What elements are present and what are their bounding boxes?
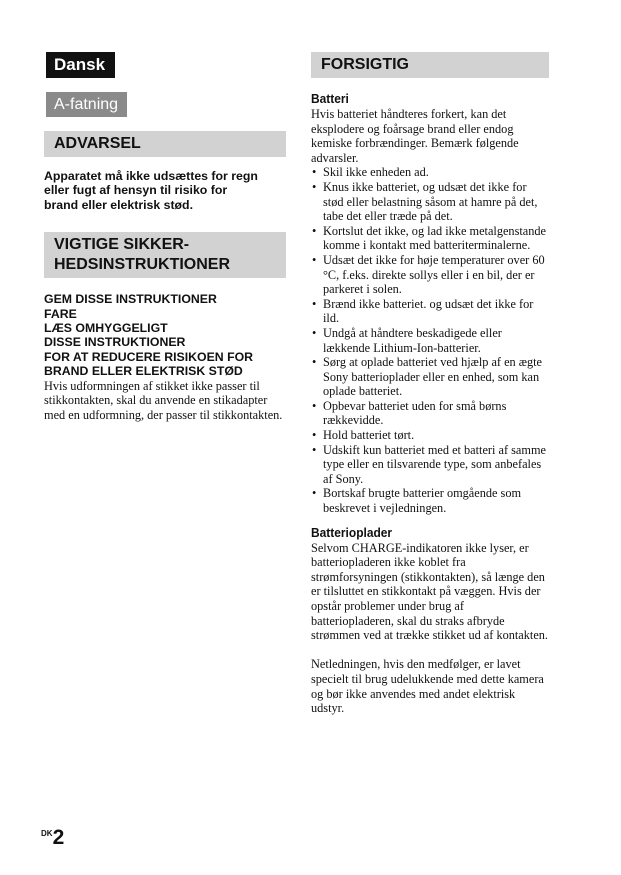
batteri-heading: Batteri	[311, 91, 349, 106]
list-item	[311, 224, 549, 253]
section-subtag: A-fatning	[46, 92, 127, 117]
batteri-intro: Hvis batteriet håndteres forkert, kan det eksplodere og foårsage brand eller endog kemiske forbrændinger. Bemærk følgende advarsler.	[311, 107, 519, 165]
list-item	[311, 253, 549, 297]
battery-warning-list	[311, 165, 549, 515]
bullet-dot: •	[312, 486, 317, 501]
page-prefix: DK	[41, 829, 53, 838]
list-item-text: Sørg at oplade batteriet ved hjælp af en ægte Sony batterioplader eller en enhed, som kan oplade batteriet.	[323, 355, 543, 399]
safety-heading-line2: HEDSINSTRUKTIONER	[54, 256, 231, 274]
list-item-text: Bortskaf brugte batterier omgående som beskrevet i vejledningen.	[323, 486, 522, 516]
right-column	[311, 52, 549, 716]
bullet-dot: •	[312, 442, 317, 457]
list-item	[311, 399, 549, 428]
netledning-text: Netledningen, hvis den medfølger, er lavet specielt til brug udelukkende med dette kamera og bør ikke anvendes med andet elektrisk udstyr.	[311, 657, 544, 716]
list-item	[311, 297, 549, 326]
list-item	[311, 486, 549, 515]
safety-heading	[44, 232, 286, 278]
bullet-dot: •	[312, 398, 317, 413]
bullet-dot: •	[312, 179, 317, 194]
list-item-text: Brænd ikke batteriet. og udsæt det ikke for ild.	[323, 296, 534, 326]
bullet-dot: •	[312, 252, 317, 267]
plug-adapter-text: Hvis udformningen af stikket ikke passer til stikkontakten, skal du anvende en stikadapter med en udformning, der passer til stikkontakten.	[44, 378, 283, 422]
batterioplader-heading: Batterioplader	[311, 524, 393, 540]
list-item-text: Undgå at håndtere beskadigede eller lækkende Lithium-Ion-batterier.	[323, 325, 502, 355]
list-item	[311, 165, 549, 180]
list-item	[311, 326, 549, 355]
bullet-dot: •	[312, 296, 317, 311]
batterioplader-text: Selvom CHARGE-indikatoren ikke lyser, er batteriopladeren ikke koblet fra strømforsyningen (stikkontakten), så længe den er tilsluttet en stikkontakt på væggen. Hvis der opstår problemer under brug af batteriopladeren, skal du straks afbryde strømmen ved at trække stikket ud af kontakten.	[311, 540, 549, 643]
bullet-dot: •	[312, 355, 317, 370]
list-item-text: Hold batteriet tørt.	[323, 428, 415, 443]
bullet-dot: •	[312, 428, 317, 443]
list-item-text: Knus ikke batteriet, og udsæt det ikke for stød eller belastning såsom at hamre på det, tabe det eller træde på det.	[323, 179, 538, 224]
list-item	[311, 180, 549, 224]
list-item-text: Udskift kun batteriet med et batteri af samme type eller en tilsvarende type, som anbefales af Sony.	[323, 442, 546, 486]
list-item-text: Kortslut det ikke, og lad ikke metalgenstande komme i kontakt med batteriterminalerne.	[323, 223, 546, 253]
left-column	[44, 52, 286, 422]
list-item	[311, 428, 549, 443]
list-item	[311, 443, 549, 487]
bullet-dot: •	[312, 325, 317, 340]
page-number-value: 2	[52, 826, 65, 849]
list-item-text: Udsæt det ikke for høje temperaturer over 60 °C, f.eks. direkte sollys eller i en bil, der er parkeret i solen.	[323, 252, 545, 297]
paragraph-gap	[311, 643, 549, 658]
bullet-dot: •	[312, 223, 317, 238]
list-item	[311, 355, 549, 399]
safety-heading-line1: VIGTIGE SIKKER-	[54, 236, 190, 254]
language-tag: Dansk	[46, 52, 115, 78]
advarsel-text: Apparatet må ikke udsættes for regn eller fugt af hensyn til risiko for brand eller elektrisk stød.	[44, 169, 258, 212]
instructions-caps-text: GEM DISSE INSTRUKTIONER FARE LÆS OMHYGGELIGT DISSE INSTRUKTIONER FOR AT REDUCERE RISIKOEN FOR BRAND ELLER ELEKTRISK STØD	[44, 292, 254, 379]
list-item-text: Opbevar batteriet uden for små børns rækkevidde.	[323, 398, 507, 428]
page-number	[41, 826, 64, 850]
bullet-dot: •	[312, 165, 317, 180]
advarsel-heading: ADVARSEL	[44, 131, 286, 157]
forsigtig-heading: FORSIGTIG	[311, 52, 549, 78]
list-item-text: Skil ikke enheden ad.	[323, 165, 429, 180]
